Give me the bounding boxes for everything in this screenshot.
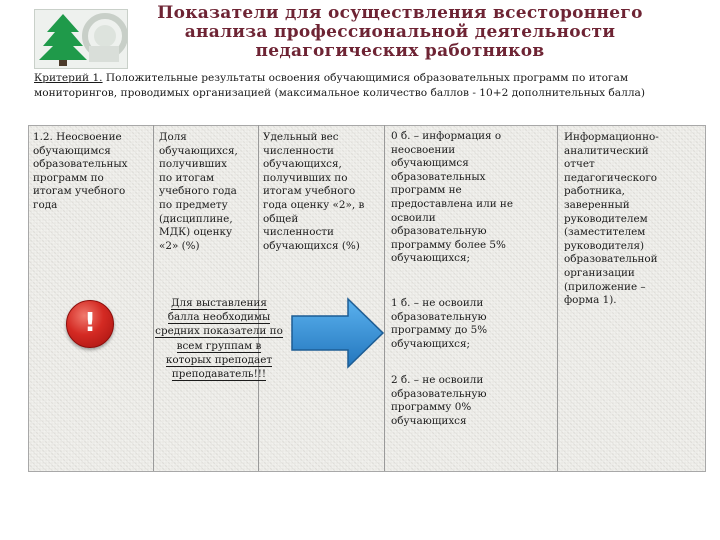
cell-line: 2 б. – не освоили [391,374,484,386]
table-cell-weight [263,131,383,253]
cell-line: учебного года [159,185,237,198]
cell-line: обучающихся (%) [263,239,360,252]
table-cell-share [159,131,257,253]
cell-line: (приложение – [564,280,646,293]
criterion-description: Положительные результаты освоения обучающимися образовательных программ по итогам мониторингов, проводимых организацией (максимальное количество баллов - 10+2 дополнительных балла) [34,72,646,99]
note-text [146,296,292,381]
cell-line: «2» (%) [159,239,200,252]
note-line: которых преподает [165,353,273,366]
cell-line: аналитический [564,144,649,157]
alert-symbol: ! [84,308,96,338]
cell-line: обучающихся; [391,252,471,265]
cell-line: предоставлена или не [391,197,513,210]
cell-line: образовательную [391,310,487,323]
note-line: Для выставления [171,297,267,309]
cell-line: общей [263,212,299,225]
cell-line: программу до 5% [391,324,488,337]
note-line: преподаватель!!! [171,368,267,381]
exclamation-alert-icon [66,300,114,348]
cell-line: 1.2. Неосвоение [33,131,122,143]
table-cell-scoring-0 [391,130,555,266]
cell-line: МДК) оценку [159,226,233,239]
cell-line: (дисциплине, [159,212,233,225]
cell-line: численности [263,226,334,239]
right-arrow-icon [290,296,386,370]
cell-line: образовательных [391,170,486,183]
cell-line: (заместителем [564,226,646,239]
cell-line: обучающихся; [391,337,471,350]
table-cell-evidence [564,131,702,308]
title-line: педагогических работников [255,41,545,61]
cell-line: получивших по [263,171,348,184]
cell-line: неосвоении [391,143,456,156]
cell-line: образовательных [33,158,128,171]
cell-line: Удельный вес [263,131,339,143]
page-title [150,4,650,61]
cell-line: педагогического [564,171,658,184]
cell-line: обучающихся, [159,144,238,157]
tree-logo-icon [35,10,127,68]
cell-line: программу более 5% [391,238,506,251]
cell-line: Доля [159,131,187,143]
title-line: анализа профессиональной деятельности [184,22,616,42]
table-cell-scoring-2 [391,374,555,428]
cell-line: Информационно- [564,131,659,143]
cell-line: организации [564,266,635,279]
table-cell-indicator [33,131,151,213]
note-line: балла необходимы [167,311,271,324]
cell-line: численности [263,144,334,157]
cell-line: отчет [564,158,595,171]
cell-line: руководителя) [564,239,645,252]
cell-line: итогам учебного [33,185,126,198]
table-cell-scoring-1 [391,297,555,351]
cell-line: образовательную [391,225,487,238]
cell-line: по предмету [159,198,228,211]
note-line: всем группам в [176,339,262,352]
cell-line: года оценку «2», в [263,198,365,211]
cell-line: 0 б. – информация о [391,130,502,142]
cell-line: образовательную [391,387,487,400]
cell-line: года [33,198,58,211]
cell-line: образовательной [564,253,658,266]
note-line: средних показатели по [155,325,283,338]
cell-line: программ по [33,171,104,184]
cell-line: обучающихся [391,414,467,427]
cell-line: обучающимся [391,157,469,170]
column-divider [557,125,558,471]
cell-line: освоили [391,211,436,224]
cell-line: по итогам [159,171,215,184]
cell-line: получивших [159,158,227,171]
cell-line: обучающимся [33,144,111,157]
cell-line: 1 б. – не освоили [391,297,484,309]
cell-line: руководителем [564,212,648,225]
cell-line: форма 1). [564,294,617,307]
cell-line: обучающихся, [263,158,342,171]
cell-line: итогам учебного [263,185,356,198]
cell-line: программ не [391,184,462,197]
criterion-label: Критерий 1. [34,72,103,84]
cell-line: заверенный [564,198,630,211]
logo [34,9,128,69]
cell-line: работника, [564,185,625,198]
cell-line: программу 0% [391,401,472,414]
criterion-text [34,71,702,101]
title-line: Показатели для осуществления всестороннего [157,3,643,23]
